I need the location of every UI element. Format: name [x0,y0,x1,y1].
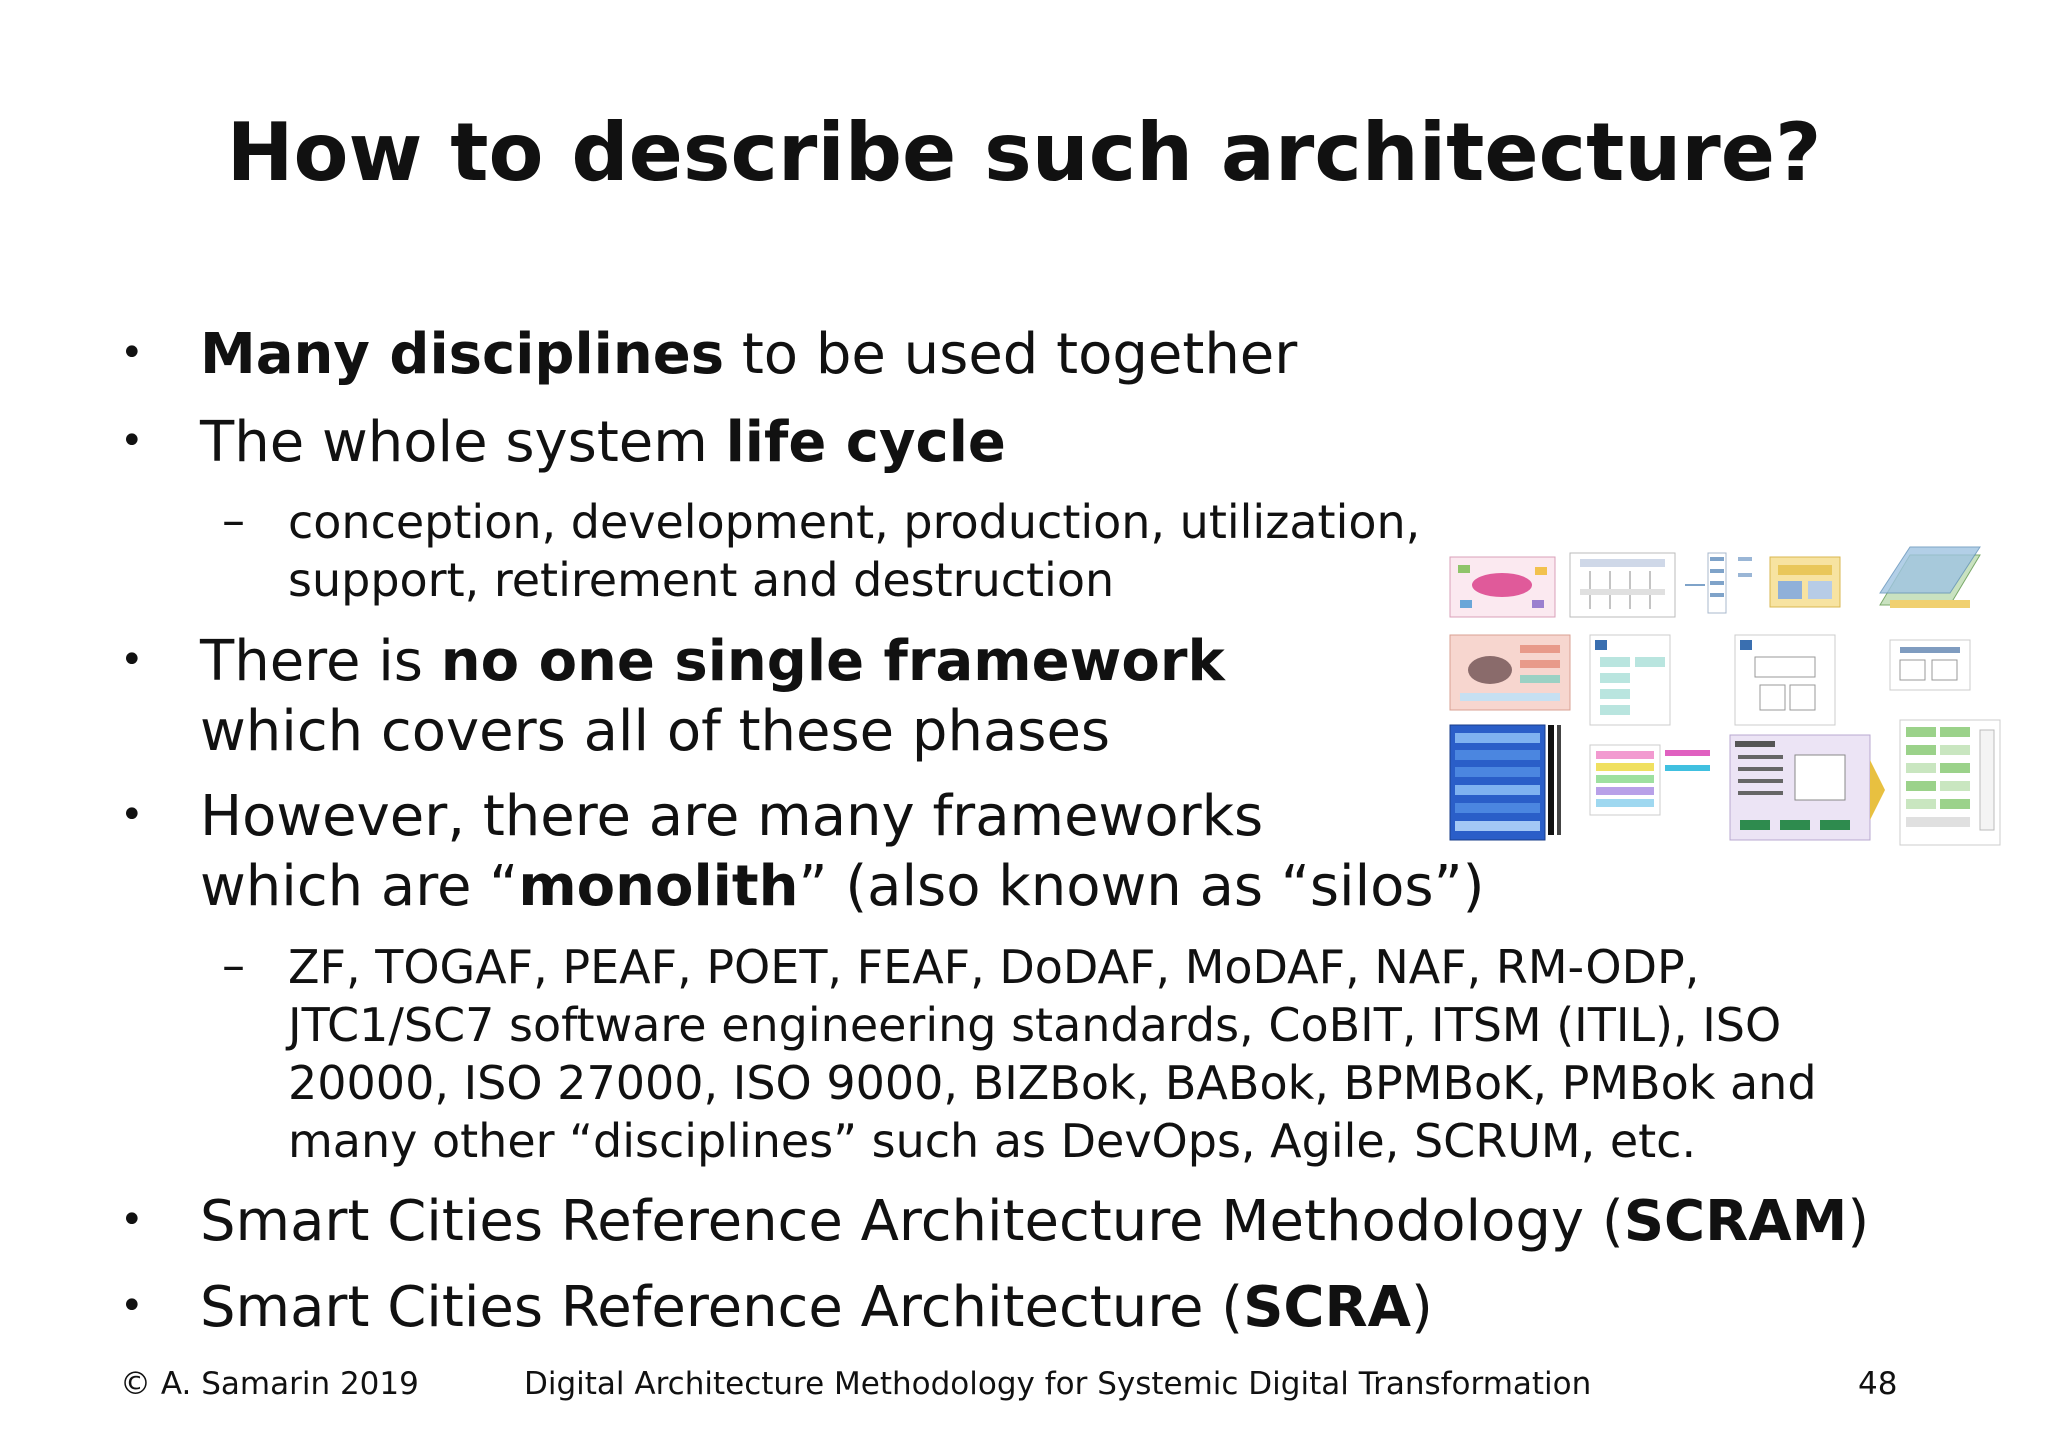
sub-bullet-lifecycle-line-2: support, retirement and destruction [288,553,1115,607]
bullet-bold-text: no one single framework [440,629,1225,694]
thumbnail-diagram-9 [1890,640,1970,690]
bullet-many-frameworks-line-1: However, there are many frameworks [200,784,1264,849]
bullet-text: to be used together [724,322,1298,387]
bullet-marker: • [120,418,144,464]
bullet-text: ) [1410,1275,1433,1340]
footer-copyright: © A. Samarin 2019 [120,1366,419,1402]
bullet-bold-text: SCRA [1243,1275,1411,1340]
bullet-bold-text: monolith [518,854,799,919]
sub-bullet-frameworks-line-4: many other “disciplines” such as DevOps, Agile, SCRUM, etc. [288,1114,1697,1168]
bullet-life-cycle [200,408,1006,478]
thumbnail-diagram-6 [1450,635,1570,710]
sub-bullet-frameworks-line-2: JTC1/SC7 software engineering standards, CoBIT, ITSM (ITIL), ISO [288,998,1782,1052]
sub-bullet-marker: – [222,938,245,992]
bullet-text: ) [1847,1189,1870,1254]
thumbnail-diagram-7 [1590,635,1670,725]
sub-bullet-frameworks-line-3: 20000, ISO 27000, ISO 9000, BIZBok, BABok, BPMBoK, PMBok and [288,1056,1817,1110]
sub-bullet-frameworks-line-1: ZF, TOGAF, PEAF, POET, FEAF, DoDAF, MoDAF, NAF, RM-ODP, [288,940,1700,994]
bullet-marker: • [120,637,144,683]
bullet-bold-text: life cycle [725,410,1006,475]
bullet-many-frameworks-line-2 [200,852,1484,922]
thumbnail-diagram-5 [1880,547,1980,608]
bullet-text: which are “ [200,854,519,919]
bullet-marker: • [120,1283,144,1329]
bullet-marker: • [120,330,144,376]
framework-diagrams-collage [1440,545,2012,850]
bullet-bold-text: Many disciplines [200,322,725,387]
bullet-scram [200,1187,1869,1257]
thumbnail-diagram-10 [1450,725,1561,840]
bullet-text: The whole system [200,410,726,475]
bullet-marker: • [120,1197,144,1243]
thumbnail-diagram-4 [1770,557,1840,607]
thumbnail-diagram-2 [1570,553,1675,617]
thumbnail-diagram-11 [1590,745,1710,815]
slide-title: How to describe such architecture? [226,106,1822,199]
thumbnail-diagram-1 [1450,557,1555,617]
thumbnail-diagram-12 [1730,735,1885,840]
bullet-no-single-framework-line-2: which covers all of these phases [200,699,1111,764]
bullet-marker: • [120,792,144,838]
thumbnail-diagram-8 [1735,635,1835,725]
bullet-text: Smart Cities Reference Architecture ( [200,1275,1244,1340]
sub-bullet-marker: – [222,493,245,547]
bullet-text: There is [200,629,441,694]
bullet-no-single-framework-line-1 [200,627,1225,697]
thumbnail-diagram-13 [1900,720,2000,845]
sub-bullet-lifecycle-line-1: conception, development, production, utilization, [288,495,1421,549]
bullet-scra [200,1273,1433,1343]
footer-page-number: 48 [1858,1366,1898,1402]
bullet-many-disciplines [200,320,1297,390]
bullet-text: ” (also known as “silos”) [798,854,1485,919]
bullet-bold-text: SCRAM [1623,1189,1848,1254]
thumbnail-diagram-3 [1685,553,1752,613]
bullet-text: Smart Cities Reference Architecture Methodology ( [200,1189,1624,1254]
footer-presentation-title: Digital Architecture Methodology for Systemic Digital Transformation [524,1366,1592,1402]
